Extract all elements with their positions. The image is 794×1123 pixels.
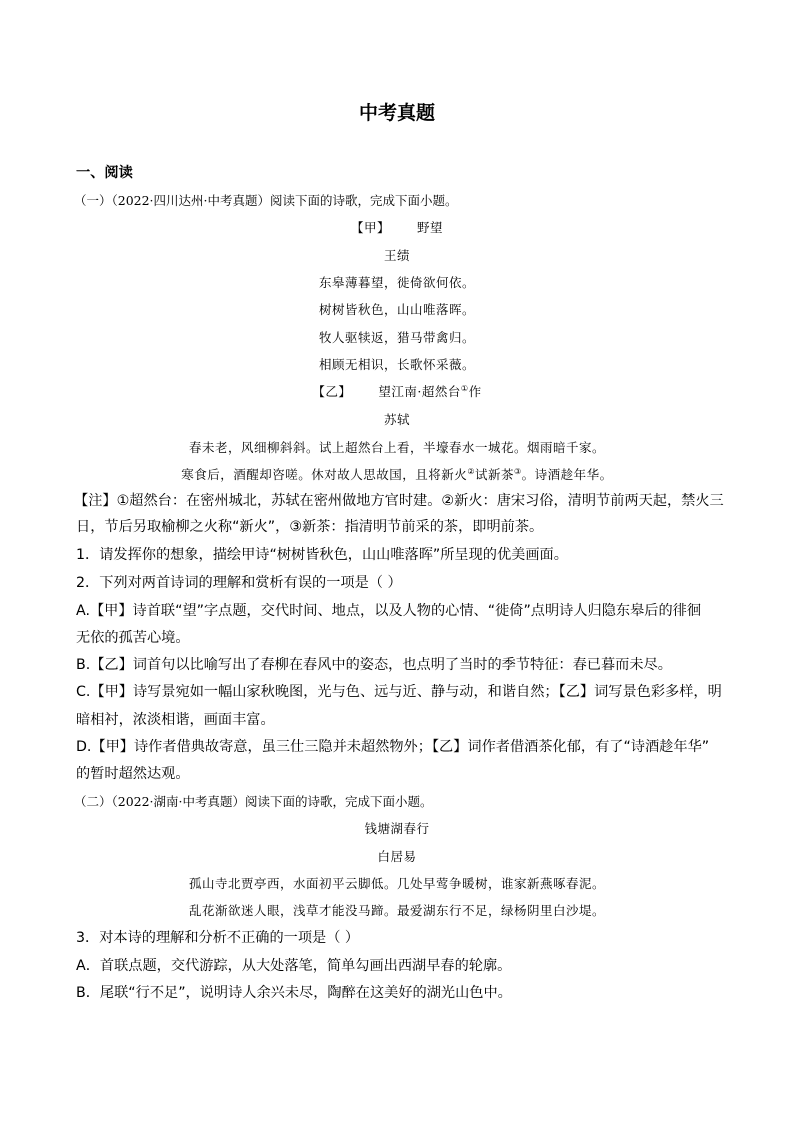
option-a: A．首联点题，交代游踪，从大处落笔，简单勾画出西湖早春的轮廓。 — [76, 958, 512, 974]
poem-a-author: 王绩 — [383, 248, 410, 263]
poem-c-line: 孤山寺北贾亭西，水面初平云脚低。几处早莺争暖树，谁家新燕啄春泥。 — [188, 876, 605, 891]
option-d: D.【甲】诗作者借典故寄意，虽三仕三隐并未超然物外；【乙】词作者借酒茶化郁，有了“诗酒趁年华” — [76, 739, 710, 755]
poem-a-line: 树树皆秋色，山山唯落晖。 — [318, 302, 475, 317]
footnote-marker: ① — [460, 383, 469, 393]
question-2: 2．下列对两首诗词的理解和赏析有误的一项是（ ） — [76, 575, 402, 591]
footnote-marker: ② — [467, 466, 475, 476]
poem-b-line-part: 寒食后，酒醒却咨嗟。休对故人思故国，且将新火 — [181, 467, 468, 482]
option-b: B．尾联“行不足”，说明诗人余兴未尽，陶醉在这美好的湖光山色中。 — [76, 985, 512, 1001]
poem-b-line-part: 。诗酒趁年华。 — [521, 467, 613, 482]
poem-a-heading — [0, 218, 794, 238]
note-text: 【注】①超然台：在密州城北，苏轼在密州做地方官时建。②新火：唐宋习俗，清明节前两天起，禁火三 — [74, 493, 724, 509]
question-3: 3．对本诗的理解和分析不正确的一项是（ ） — [76, 930, 360, 946]
poem-b-line-part: 试新茶 — [474, 467, 514, 482]
option-b: B.【乙】词首句以比喻写出了春柳在春风中的姿态，也点明了当时的季节特征：春已暮而未尽。 — [76, 657, 672, 673]
poem-b-heading — [0, 382, 794, 402]
poem-b-label: 【乙】 — [312, 384, 352, 399]
poem-a-label: 【甲】 — [351, 220, 391, 235]
poem-b-title: 望江南·超然台 — [378, 384, 461, 399]
option-a-cont: 无依的孤苦心境。 — [76, 630, 190, 646]
poem-b-title-suffix: 作 — [468, 384, 482, 399]
option-a: A.【甲】诗首联“望”字点题，交代时间、地点，以及人物的心情、“徙倚”点明诗人归隐东皋后的徘徊 — [76, 603, 702, 619]
question-intro-2: （二）（2022·湖南·中考真题）阅读下面的诗歌，完成下面小题。 — [74, 794, 433, 809]
question-intro-1: （一）（2022·四川达州·中考真题）阅读下面的诗歌，完成下面小题。 — [74, 193, 458, 208]
option-c-cont: 暗相衬，浓淡相谐，画面丰富。 — [76, 712, 275, 728]
page-title: 中考真题 — [358, 102, 435, 124]
note-text: 日，节后另取榆柳之火称“新火”，③新茶：指清明节前采的茶，即明前茶。 — [76, 519, 544, 535]
poem-b-line: 春未老，风细柳斜斜。试上超然台上看，半壕春水一城花。烟雨暗千家。 — [188, 440, 605, 455]
question-1: 1．请发挥你的想象，描绘甲诗“树树皆秋色，山山唯落晖”所呈现的优美画面。 — [76, 547, 568, 563]
option-c: C.【甲】诗写景宛如一幅山家秋晚图，光与色、远与近、静与动，和谐自然；【乙】词写景色彩多样，明 — [76, 684, 722, 700]
footnote-marker: ③ — [514, 466, 522, 476]
poem-a-line: 相顾无相识，长歌怀采薇。 — [318, 357, 475, 372]
poem-c-title: 钱塘湖春行 — [364, 821, 430, 836]
section-heading: 一、阅读 — [76, 165, 133, 181]
poem-a-line: 东皋薄暮望，徙倚欲何依。 — [318, 275, 475, 290]
option-d-cont: 的暂时超然达观。 — [76, 766, 190, 782]
poem-a-title: 野望 — [416, 220, 443, 235]
poem-c-author: 白居易 — [377, 849, 417, 864]
poem-b-line — [0, 465, 794, 485]
poem-a-line: 牧人驱犊返，猎马带禽归。 — [318, 330, 475, 345]
poem-b-author: 苏轼 — [383, 412, 410, 427]
poem-c-line: 乱花渐欲迷人眼，浅草才能没马蹄。最爱湖东行不足，绿杨阴里白沙堤。 — [188, 903, 605, 918]
